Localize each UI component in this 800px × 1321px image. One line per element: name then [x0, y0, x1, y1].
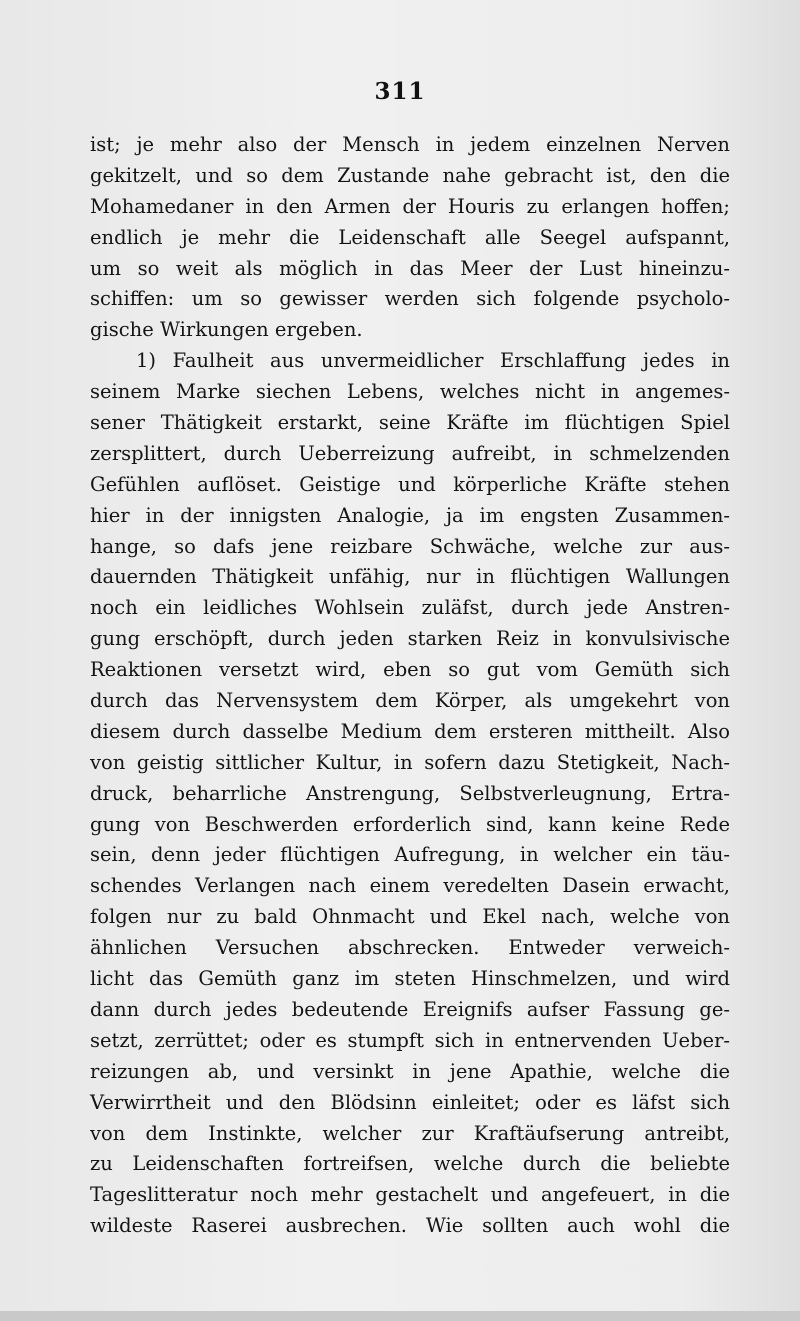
text-line: gung von Beschwerden erforderlich sind, kann keine Rede — [90, 812, 730, 836]
body-text — [90, 130, 730, 1242]
text-line: sener Thätigkeit erstarkt, seine Kräfte im flüchtigen Spiel — [90, 411, 730, 435]
text-line: druck, beharrliche Anstrengung, Selbstverleugnung, Ertra- — [90, 781, 730, 805]
text-line: hange, so dafs jene reizbare Schwäche, welche zur aus- — [90, 534, 730, 558]
text-line: dauernden Thätigkeit unfähig, nur in flüchtigen Wallungen — [90, 565, 730, 589]
text-line: folgen nur zu bald Ohnmacht und Ekel nach, welche von — [90, 905, 730, 929]
text-line: zersplittert, durch Ueberreizung aufreibt, in schmelzenden — [90, 441, 730, 465]
text-line: zu Leidenschaften fortreifsen, welche durch die beliebte — [90, 1152, 730, 1176]
text-line: schendes Verlangen nach einem veredelten Dasein erwacht, — [90, 874, 730, 898]
text-line: sein, denn jeder flüchtigen Aufregung, in welcher ein täu- — [90, 843, 730, 867]
text-line: Reaktionen versetzt wird, eben so gut vom Gemüth sich — [90, 658, 730, 682]
page-number: 311 — [374, 78, 426, 105]
text-line: wildeste Raserei ausbrechen. Wie sollten auch wohl die — [90, 1214, 730, 1238]
text-line: setzt, zerrüttet; oder es stumpft sich in entnervenden Ueber- — [90, 1028, 730, 1052]
text-line: durch das Nervensystem dem Körper, als umgekehrt von — [90, 689, 730, 713]
text-line: diesem durch dasselbe Medium dem ersteren mittheilt. Also — [90, 719, 730, 743]
text-line: dann durch jedes bedeutende Ereignifs aufser Fassung ge- — [90, 997, 730, 1021]
paragraph-start-line: 1) Faulheit aus unvermeidlicher Erschlaffung jedes in — [136, 349, 730, 373]
text-line: ist; je mehr also der Mensch in jedem einzelnen Nerven — [90, 133, 730, 156]
text-line: gische Wirkungen ergeben. — [90, 318, 363, 342]
text-line: Mohamedaner in den Armen der Houris zu erlangen hoffen; — [90, 194, 730, 218]
text-line: von dem Instinkte, welcher zur Kraftäufserung antreibt, — [90, 1121, 730, 1145]
text-line: um so weit als möglich in das Meer der Lust hineinzu- — [90, 256, 730, 280]
text-line: noch ein leidliches Wohlsein zuläfst, durch jede Anstren- — [90, 596, 730, 620]
text-line: gung erschöpft, durch jeden starken Reiz in konvulsivische — [90, 627, 730, 651]
text-line: Tageslitteratur noch mehr gestachelt und angefeuert, in die — [90, 1183, 730, 1207]
text-line: licht das Gemüth ganz im steten Hinschmelzen, und wird — [90, 967, 730, 991]
text-line: schiffen: um so gewisser werden sich folgende psycholo- — [90, 287, 730, 311]
text-line: seinem Marke siechen Lebens, welches nicht in angemes- — [90, 380, 730, 404]
text-line: reizungen ab, und versinkt in jene Apathie, welche die — [90, 1059, 730, 1083]
text-line: gekitzelt, und so dem Zustande nahe gebracht ist, den die — [90, 163, 730, 187]
text-line: hier in der innigsten Analogie, ja im engsten Zusammen- — [90, 503, 730, 527]
text-line: endlich je mehr die Leidenschaft alle Seegel aufspannt, — [90, 225, 730, 249]
text-line: Verwirrtheit und den Blödsinn einleitet; oder es läfst sich — [90, 1090, 730, 1114]
text-line: Gefühlen auflöset. Geistige und körperliche Kräfte stehen — [90, 472, 730, 496]
text-line: von geistig sittlicher Kultur, in sofern dazu Stetigkeit, Nach- — [90, 750, 730, 774]
text-line: ähnlichen Versuchen abschrecken. Entweder verweich- — [90, 936, 730, 960]
